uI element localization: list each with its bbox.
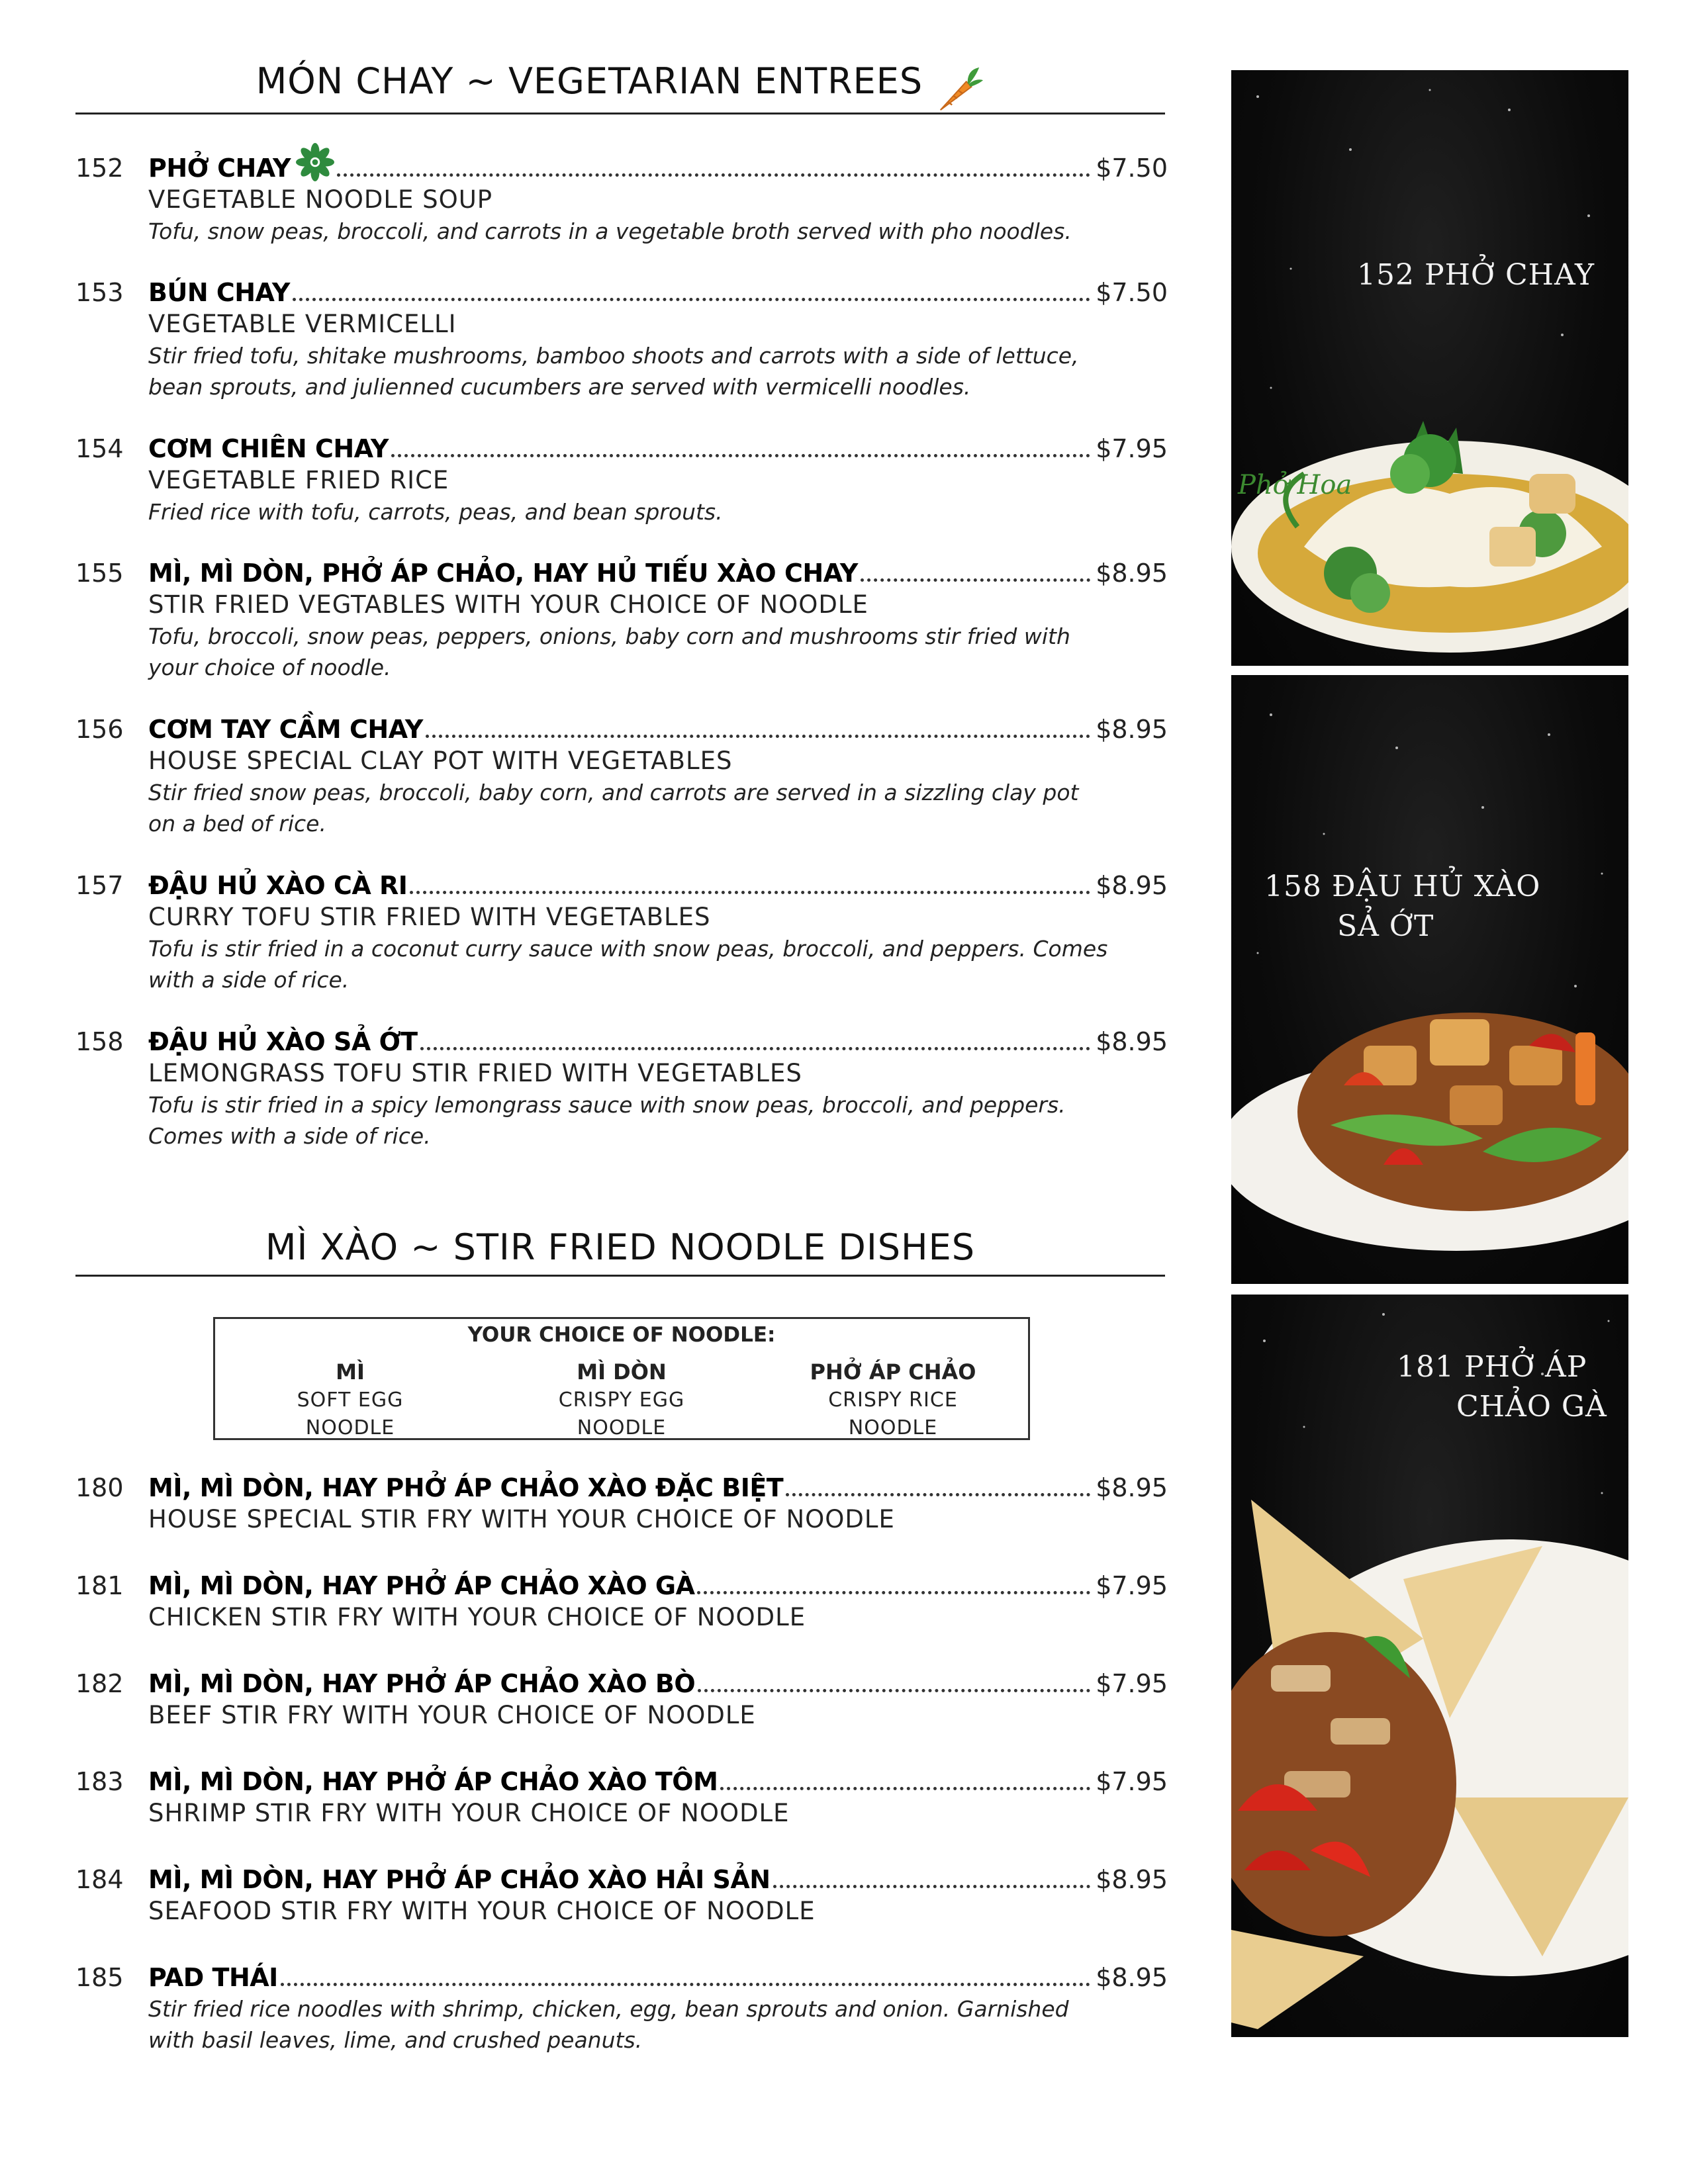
item-name: MÌ, MÌ DÒN, PHỞ ÁP CHẢO, HAY HỦ TIẾU XÀO CHAY bbox=[148, 559, 858, 588]
item-name: CƠM TAY CẦM CHAY bbox=[148, 715, 423, 744]
flower-icon bbox=[296, 143, 334, 184]
item-price: $8.95 bbox=[1096, 559, 1168, 588]
noodle-option-name: MÌ bbox=[336, 1359, 365, 1385]
menu-item-154 bbox=[75, 430, 1168, 527]
item-number: 181 bbox=[75, 1571, 124, 1600]
menu-item-184 bbox=[75, 1861, 1168, 1927]
carrot-icon bbox=[933, 64, 984, 118]
noodle-option-pho-ap-chao bbox=[767, 1357, 1019, 1442]
noodle-option-mi bbox=[224, 1357, 476, 1442]
menu-item-181 bbox=[75, 1567, 1168, 1633]
noodle-option-desc-2: NOODLE bbox=[305, 1416, 395, 1439]
menu-item-155 bbox=[75, 555, 1168, 683]
menu-item-line bbox=[75, 1469, 1168, 1504]
item-number: 152 bbox=[75, 154, 124, 183]
menu-item-line bbox=[75, 711, 1168, 745]
dot-leader bbox=[786, 1493, 1090, 1496]
item-name: MÌ, MÌ DÒN, HAY PHỞ ÁP CHẢO XÀO BÒ bbox=[148, 1669, 696, 1698]
menu-item-185 bbox=[75, 1959, 1168, 2056]
item-english-name: LEMONGRASS TOFU STIR FRIED WITH VEGETABLES bbox=[148, 1059, 802, 1087]
noodle-option-desc-1: SOFT EGG bbox=[297, 1388, 404, 1412]
item-price: $7.50 bbox=[1096, 278, 1168, 307]
noodle-section-header bbox=[75, 1224, 1165, 1271]
noodle-option-name: PHỞ ÁP CHẢO bbox=[810, 1359, 976, 1385]
photo-caption-line-1: 181 PHỞ ÁP bbox=[1397, 1350, 1587, 1384]
item-english-name: HOUSE SPECIAL STIR FRY WITH YOUR CHOICE OF NOODLE bbox=[148, 1505, 895, 1533]
item-english-name: VEGETABLE FRIED RICE bbox=[148, 466, 449, 494]
item-description: Stir fried rice noodles with shrimp, chicken, egg, bean sprouts and onion. Garnished with basil leaves, lime, and crushed peanuts. bbox=[148, 1996, 1069, 2053]
item-price: $7.95 bbox=[1096, 1571, 1168, 1600]
dot-leader bbox=[410, 891, 1090, 894]
item-number: 185 bbox=[75, 1963, 124, 1992]
item-name: MÌ, MÌ DÒN, HAY PHỞ ÁP CHẢO XÀO ĐẶC BIỆT bbox=[148, 1473, 784, 1502]
menu-item-line bbox=[75, 1567, 1168, 1602]
item-english-name: SHRIMP STIR FRY WITH YOUR CHOICE OF NOODLE bbox=[148, 1799, 790, 1827]
dot-leader bbox=[391, 454, 1090, 457]
item-price: $8.95 bbox=[1096, 1473, 1168, 1502]
noodle-option-desc-1: CRISPY EGG bbox=[558, 1388, 685, 1412]
noodle-choice-box bbox=[213, 1317, 1030, 1440]
dot-leader bbox=[773, 1885, 1091, 1888]
item-price: $8.95 bbox=[1096, 1963, 1168, 1992]
dot-leader bbox=[697, 1591, 1090, 1594]
item-description: Tofu, broccoli, snow peas, peppers, onions, baby corn and mushrooms stir fried with your choice of noodle. bbox=[148, 623, 1070, 680]
photo-caption: 152 PHỞ CHAY bbox=[1357, 258, 1595, 292]
veg-section-rule bbox=[75, 113, 1165, 114]
veg-section-title: MÓN CHAY ~ VEGETARIAN ENTREES bbox=[256, 60, 923, 102]
item-description: Tofu is stir fried in a coconut curry sauce with snow peas, broccoli, and peppers. Comes with a side of rice. bbox=[148, 936, 1108, 993]
item-description: Fried rice with tofu, carrots, peas, and bean sprouts. bbox=[148, 499, 723, 525]
dot-leader bbox=[720, 1787, 1090, 1790]
dot-leader bbox=[337, 173, 1090, 177]
menu-item-153 bbox=[75, 274, 1168, 402]
item-price: $7.95 bbox=[1096, 1669, 1168, 1698]
item-price: $8.95 bbox=[1096, 715, 1168, 744]
item-description: Tofu, snow peas, broccoli, and carrots in a vegetable broth served with pho noodles. bbox=[148, 218, 1072, 244]
veg-section-header bbox=[75, 58, 1165, 118]
item-english-name: STIR FRIED VEGTABLES WITH YOUR CHOICE OF NOODLE bbox=[148, 590, 868, 619]
noodle-option-mi-don bbox=[496, 1357, 747, 1442]
item-number: 158 bbox=[75, 1027, 124, 1056]
menu-item-line bbox=[75, 1861, 1168, 1895]
item-name: PAD THÁI bbox=[148, 1963, 278, 1992]
item-price: $8.95 bbox=[1096, 1865, 1168, 1894]
photo-dau-hu-xao-sa-ot bbox=[1231, 675, 1628, 1284]
item-name: ĐẬU HỦ XÀO CÀ RI bbox=[148, 871, 408, 900]
menu-item-180 bbox=[75, 1469, 1168, 1535]
dot-leader bbox=[861, 578, 1090, 582]
item-description: Stir fried tofu, shitake mushrooms, bamboo shoots and carrots with a side of lettuce, bean sprouts, and julienned cucumbers are served with vermicelli noodles. bbox=[148, 343, 1079, 400]
noodle-option-desc-2: NOODLE bbox=[848, 1416, 938, 1439]
menu-item-182 bbox=[75, 1665, 1168, 1731]
item-number: 156 bbox=[75, 715, 124, 744]
item-price: $8.95 bbox=[1096, 1027, 1168, 1056]
photo-caption-line-2: SẢ ỚT bbox=[1337, 909, 1434, 943]
pho-chay-illustration bbox=[1231, 70, 1628, 666]
bowl-logo-text: Phở Hoa bbox=[1238, 470, 1352, 500]
noodle-section-rule bbox=[75, 1275, 1165, 1277]
item-name: MÌ, MÌ DÒN, HAY PHỞ ÁP CHẢO XÀO GÀ bbox=[148, 1571, 695, 1600]
dau-hu-illustration bbox=[1231, 675, 1628, 1284]
menu-item-line bbox=[75, 555, 1168, 589]
noodle-option-desc-1: CRISPY RICE bbox=[828, 1388, 958, 1412]
item-price: $7.50 bbox=[1096, 154, 1168, 183]
menu-item-157 bbox=[75, 867, 1168, 995]
item-price: $7.95 bbox=[1096, 1767, 1168, 1796]
item-name: MÌ, MÌ DÒN, HAY PHỞ ÁP CHẢO XÀO TÔM bbox=[148, 1767, 718, 1796]
menu-item-183 bbox=[75, 1763, 1168, 1829]
item-number: 182 bbox=[75, 1669, 124, 1698]
item-name: CƠM CHIÊN CHAY bbox=[148, 434, 389, 463]
photo-caption-line-1: 158 ĐẬU HỦ XÀO bbox=[1264, 870, 1541, 903]
noodle-option-name: MÌ DÒN bbox=[577, 1359, 667, 1385]
item-price: $8.95 bbox=[1096, 871, 1168, 900]
noodle-section-title: MÌ XÀO ~ STIR FRIED NOODLE DISHES bbox=[265, 1226, 976, 1268]
item-english-name: HOUSE SPECIAL CLAY POT WITH VEGETABLES bbox=[148, 747, 733, 775]
dot-leader bbox=[420, 1047, 1091, 1050]
dot-leader bbox=[281, 1983, 1090, 1986]
menu-item-line bbox=[75, 430, 1168, 465]
item-name: MÌ, MÌ DÒN, HAY PHỞ ÁP CHẢO XÀO HẢI SẢN bbox=[148, 1865, 771, 1894]
dot-leader bbox=[293, 298, 1090, 301]
item-english-name: CURRY TOFU STIR FRIED WITH VEGETABLES bbox=[148, 903, 711, 931]
noodle-option-desc-2: NOODLE bbox=[577, 1416, 667, 1439]
photo-pho-chay bbox=[1231, 70, 1628, 666]
item-number: 184 bbox=[75, 1865, 124, 1894]
item-number: 180 bbox=[75, 1473, 124, 1502]
item-english-name: VEGETABLE VERMICELLI bbox=[148, 310, 457, 338]
menu-item-152 bbox=[75, 150, 1168, 247]
item-english-name: CHICKEN STIR FRY WITH YOUR CHOICE OF NOODLE bbox=[148, 1603, 806, 1631]
item-name: BÚN CHAY bbox=[148, 278, 290, 307]
item-number: 153 bbox=[75, 278, 124, 307]
item-description: Stir fried snow peas, broccoli, baby corn, and carrots are served in a sizzling clay pot on a bed of rice. bbox=[148, 780, 1079, 837]
menu-item-line bbox=[75, 867, 1168, 901]
item-number: 157 bbox=[75, 871, 124, 900]
dot-leader bbox=[698, 1689, 1090, 1692]
menu-item-line bbox=[75, 1665, 1168, 1700]
noodle-choice-title: YOUR CHOICE OF NOODLE: bbox=[467, 1323, 776, 1347]
item-number: 183 bbox=[75, 1767, 124, 1796]
menu-item-line bbox=[75, 150, 1168, 184]
menu-item-156 bbox=[75, 711, 1168, 839]
item-english-name: BEEF STIR FRY WITH YOUR CHOICE OF NOODLE bbox=[148, 1701, 756, 1729]
photo-caption-line-2: CHẢO GÀ bbox=[1456, 1390, 1607, 1424]
menu-item-line bbox=[75, 274, 1168, 308]
menu-item-line bbox=[75, 1763, 1168, 1797]
menu-item-158 bbox=[75, 1023, 1168, 1152]
item-name: ĐẬU HỦ XÀO SẢ ỚT bbox=[148, 1027, 418, 1056]
item-english-name: VEGETABLE NOODLE SOUP bbox=[148, 185, 493, 214]
item-name: PHỞ CHAY bbox=[148, 154, 291, 183]
menu-item-line bbox=[75, 1959, 1168, 1993]
item-number: 155 bbox=[75, 559, 124, 588]
item-price: $7.95 bbox=[1096, 434, 1168, 463]
item-description: Tofu is stir fried in a spicy lemongrass sauce with snow peas, broccoli, and peppers. Comes with a side of rice. bbox=[148, 1092, 1066, 1149]
dot-leader bbox=[426, 735, 1090, 738]
photo-pho-ap-chao-ga bbox=[1231, 1295, 1628, 2037]
item-number: 154 bbox=[75, 434, 124, 463]
item-english-name: SEAFOOD STIR FRY WITH YOUR CHOICE OF NOODLE bbox=[148, 1897, 816, 1925]
menu-item-line bbox=[75, 1023, 1168, 1058]
